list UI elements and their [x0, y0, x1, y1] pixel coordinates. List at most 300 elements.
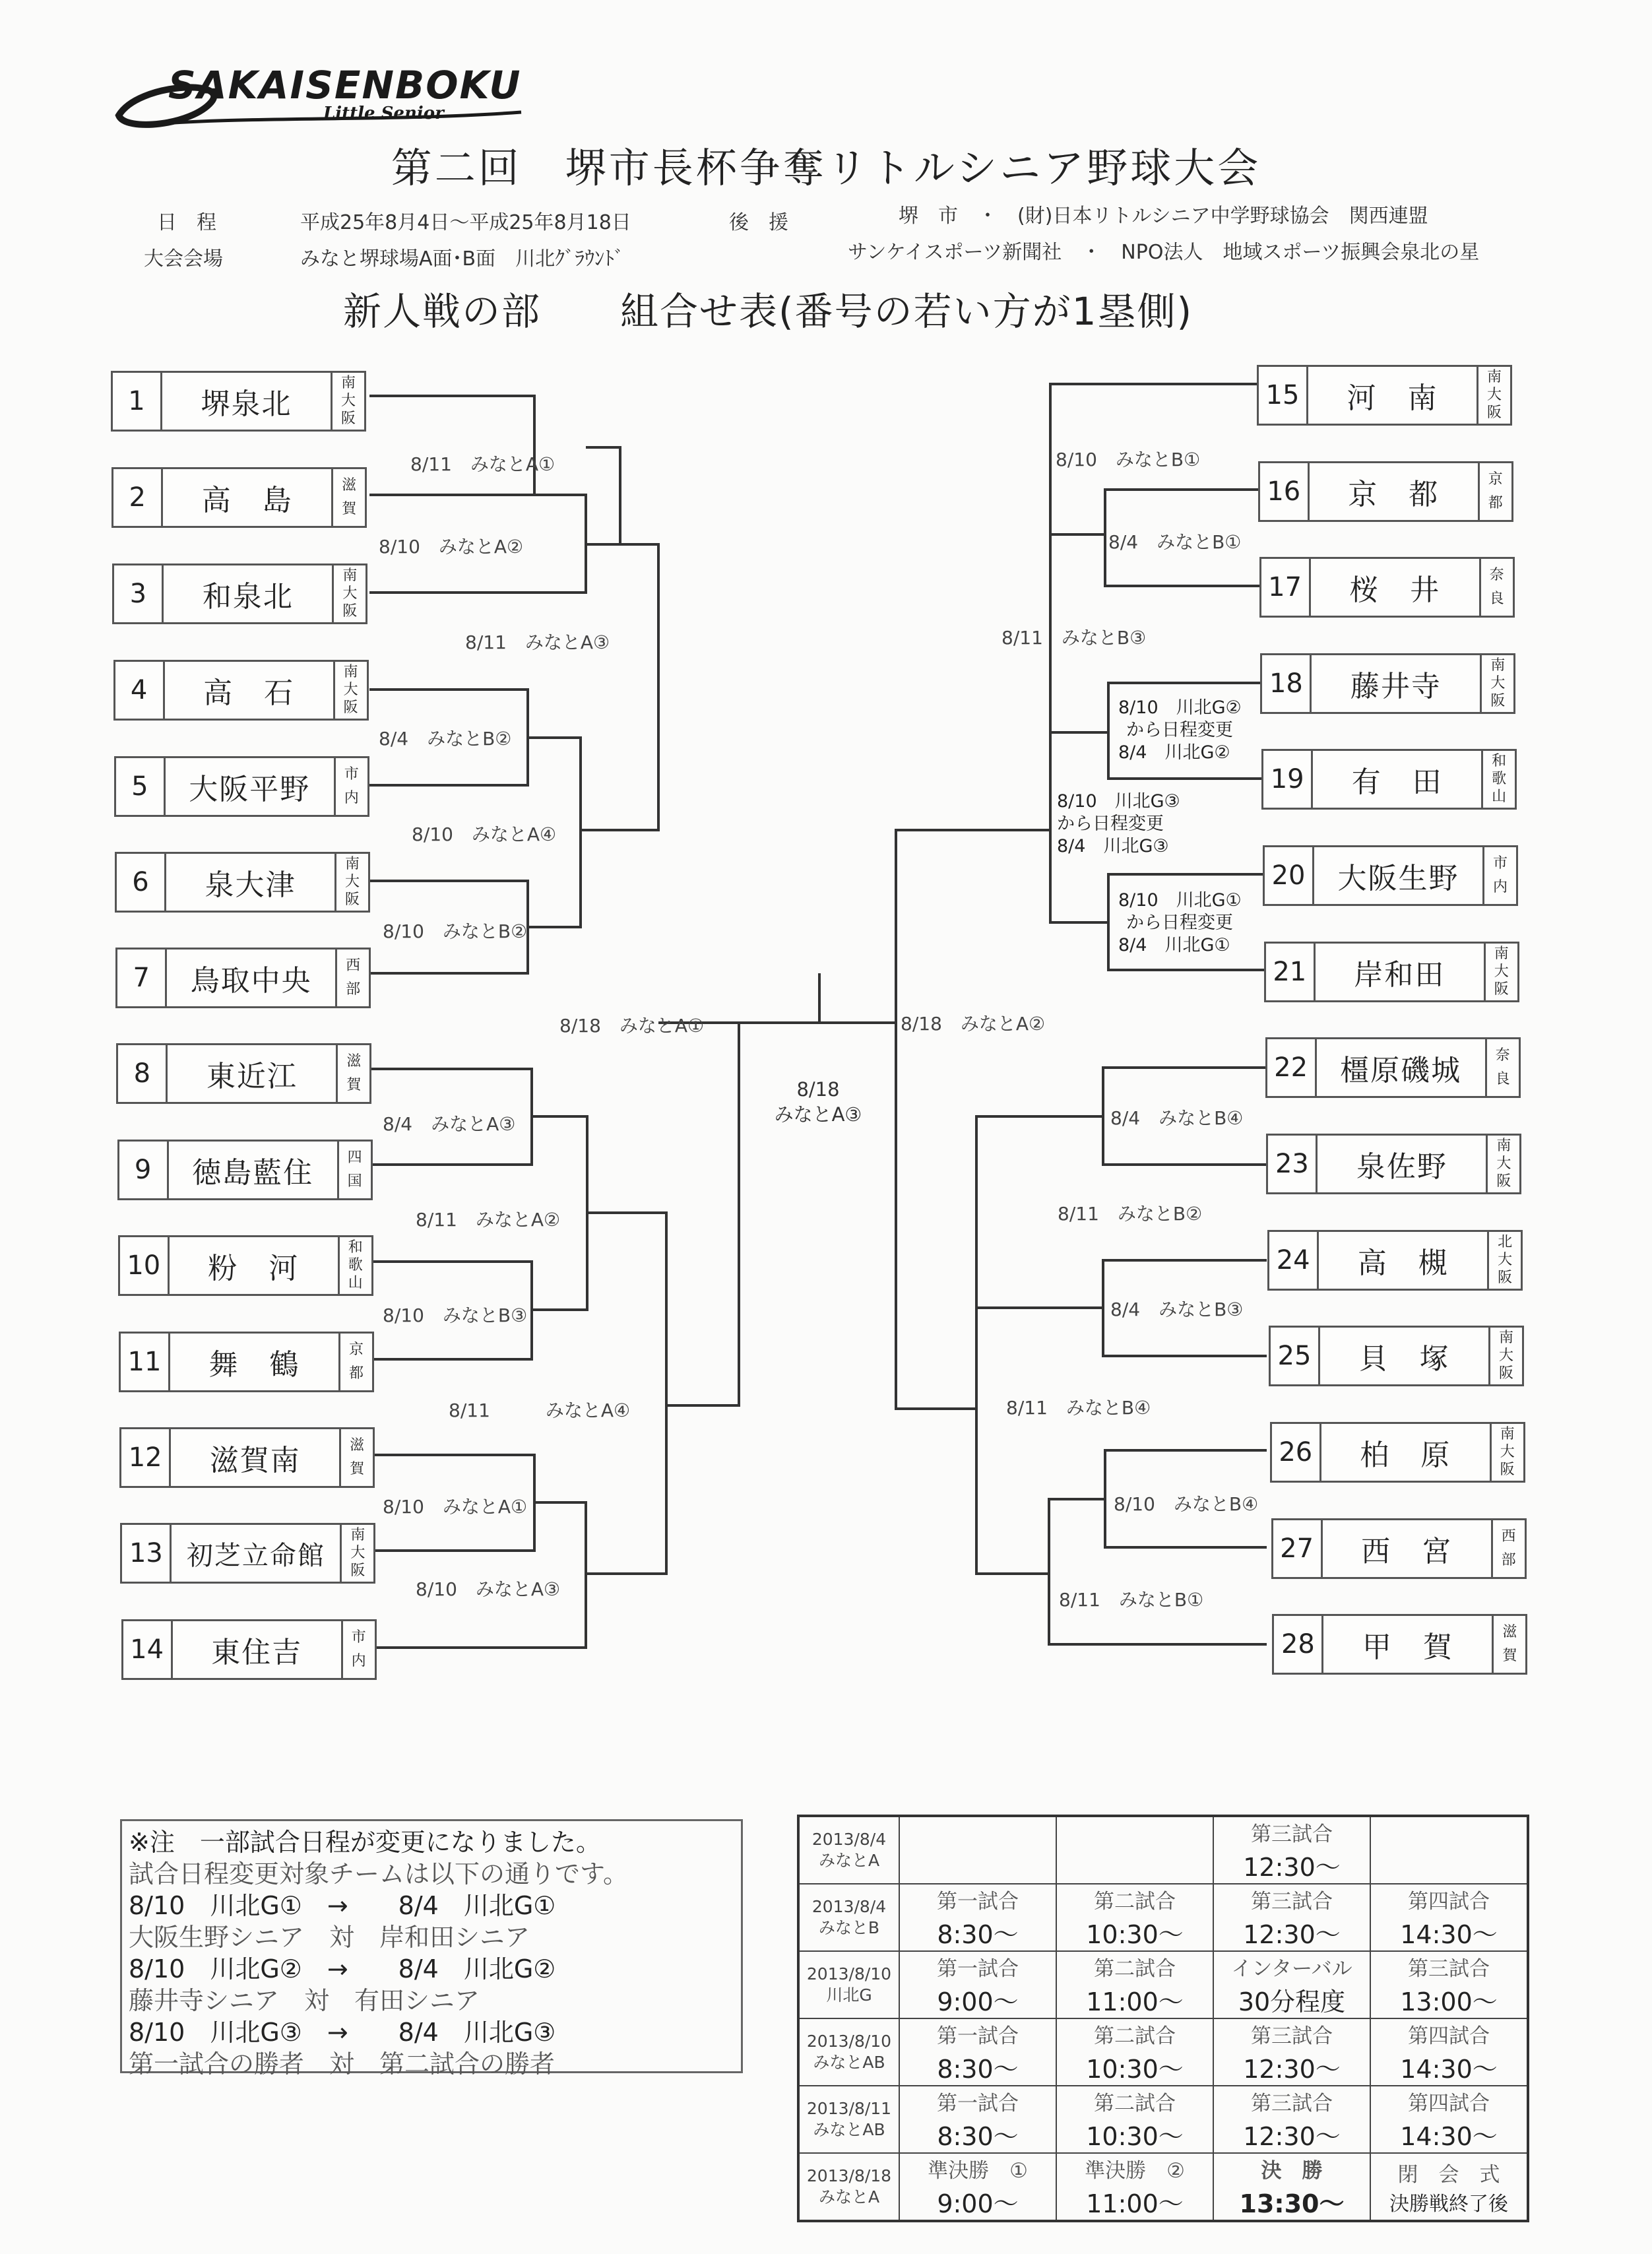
region-char: 歌 — [1492, 771, 1507, 787]
team-entry — [111, 467, 367, 528]
schedule-cell — [1370, 2086, 1528, 2153]
match-label: 8/18 みなとA② — [901, 1013, 1046, 1035]
team-name: 貝 塚 — [1358, 1342, 1450, 1376]
team-entry — [111, 371, 366, 432]
region-char: 大 — [1486, 387, 1502, 403]
team-number: 18 — [1262, 655, 1312, 712]
team-name: 高 槻 — [1357, 1246, 1449, 1280]
region-char: 山 — [1492, 789, 1507, 805]
region-char: 滋 — [1502, 1624, 1517, 1640]
team-name: 粉 河 — [208, 1252, 300, 1285]
schedule-game: 決 勝 — [1261, 2159, 1323, 2183]
team-number: 6 — [117, 854, 166, 911]
schedule-date-line: みなとB — [818, 1918, 880, 1937]
region-char: 大 — [1494, 963, 1509, 980]
schedule-game: 第一試合 — [937, 1890, 1019, 1914]
team-region — [1487, 1232, 1521, 1289]
region-char: 阪 — [343, 699, 358, 716]
team-number: 24 — [1269, 1232, 1319, 1289]
region-char: 大 — [1500, 1444, 1515, 1460]
schedule-cell — [1213, 2018, 1370, 2086]
region-char: 市 — [344, 766, 359, 783]
team-name: 柏 原 — [1360, 1438, 1451, 1472]
region-char: 南 — [1490, 657, 1506, 674]
match-label: 8/10 みなとA② — [379, 536, 524, 558]
team-name: 京 都 — [1348, 478, 1440, 511]
match-label: 8/4 みなとA③ — [383, 1113, 516, 1135]
team-number: 7 — [117, 950, 167, 1006]
changed-label-21: 8/10 川北G① から日程変更 8/4 川北G① — [1118, 890, 1242, 955]
team-region — [337, 1142, 371, 1198]
team-entry — [118, 1235, 373, 1296]
team-number: 25 — [1271, 1328, 1320, 1384]
team-number: 10 — [120, 1237, 170, 1294]
region-char: 西 — [346, 957, 361, 974]
region-char: 南 — [350, 1527, 365, 1543]
region-char: 阪 — [1490, 693, 1506, 709]
schedule-date-line: みなとA — [818, 1851, 880, 1870]
team-entry — [1271, 1518, 1527, 1579]
region-char: 大 — [344, 874, 360, 890]
region-char: 奈 — [1495, 1047, 1510, 1064]
schedule-cell — [1213, 1951, 1370, 2018]
team-name: 舞 鶴 — [208, 1348, 300, 1382]
venue-label: 大会会場 — [144, 247, 223, 271]
team-number: 19 — [1263, 751, 1313, 808]
match-label: 8/11 みなとB① — [1059, 1589, 1204, 1611]
schedule-time: 12:30～ — [1243, 1853, 1341, 1882]
team-name: 高 島 — [201, 484, 293, 517]
team-number: 28 — [1274, 1616, 1323, 1673]
schedule-time: 8:30～ — [937, 1920, 1019, 1949]
region-char: 賀 — [350, 1461, 365, 1477]
schedule-cell — [1213, 1816, 1370, 1884]
team-region — [341, 1621, 375, 1678]
team-number: 27 — [1273, 1520, 1323, 1577]
schedule-cell — [1213, 2153, 1370, 2221]
team-entry — [121, 1619, 377, 1680]
schedule-date — [798, 1884, 899, 1951]
schedule-date-line: 2013/8/4 — [811, 1897, 887, 1916]
region-char: 南 — [344, 856, 360, 872]
team-region — [333, 662, 367, 719]
match-label: 8/4 みなとB② — [379, 728, 512, 750]
schedule-time: 13:30～ — [1239, 2189, 1345, 2218]
region-char: 大 — [1496, 1155, 1511, 1172]
team-region — [1479, 559, 1513, 616]
team-number: 16 — [1260, 463, 1310, 520]
region-char: 南 — [1498, 1330, 1513, 1346]
team-number: 4 — [115, 662, 165, 719]
schedule-date — [798, 2086, 899, 2153]
region-char: 阪 — [344, 891, 360, 908]
team-name: 徳島藍住 — [192, 1156, 314, 1190]
schedule-time: 9:00～ — [937, 2189, 1019, 2218]
team-entry — [1267, 1230, 1523, 1291]
team-region — [340, 1525, 373, 1582]
schedule-game: 第一試合 — [937, 2024, 1019, 2048]
team-entry — [1260, 653, 1515, 714]
region-char: 阪 — [1500, 1462, 1515, 1478]
team-entry — [1259, 557, 1515, 618]
team-entry — [114, 756, 369, 817]
match-label: 8/11 みなとA④ — [449, 1400, 631, 1421]
team-entry — [1261, 749, 1517, 810]
region-char: 南 — [1496, 1138, 1511, 1154]
region-char: 滋 — [350, 1437, 365, 1454]
region-char: 国 — [347, 1173, 362, 1190]
schedule-row — [798, 1951, 1528, 2018]
schedule-time: 14:30～ — [1400, 1920, 1498, 1949]
page-title: 第二回 堺市長杯争奪リトルシニア野球大会 — [391, 144, 1261, 192]
region-char: 大 — [340, 393, 356, 409]
schedule-time: 14:30～ — [1400, 2122, 1498, 2151]
schedule-cell — [1056, 2086, 1213, 2153]
team-number: 23 — [1268, 1136, 1318, 1192]
team-region — [338, 1334, 372, 1390]
schedule-cell — [1056, 1884, 1213, 1951]
team-number: 3 — [114, 565, 164, 622]
changed-label-19: 8/10 川北G② から日程変更 8/4 川北G② — [1118, 697, 1242, 763]
match-label: 8/4 みなとB④ — [1110, 1107, 1244, 1129]
logo-text: SAKAISENBOKU — [168, 63, 522, 108]
bracket-subtitle: 新人戦の部 組合せ表(番号の若い方が1塁側) — [343, 289, 1193, 334]
match-label: 8/10 みなとB④ — [1114, 1493, 1259, 1515]
region-char: 都 — [1488, 495, 1503, 511]
match-label: 8/11 みなとA③ — [465, 631, 610, 653]
region-char: 奈 — [1489, 567, 1504, 583]
team-number: 1 — [113, 373, 162, 430]
sponsor-line1: 堺 市 ・ (財)日本リトルシニア中学野球協会 関西連盟 — [899, 205, 1428, 228]
team-number: 12 — [121, 1429, 171, 1486]
match-label: 8/10 みなとB① — [1056, 449, 1201, 470]
schedule-time: 11:00～ — [1086, 1987, 1184, 2016]
schedule-cell — [1056, 2153, 1213, 2221]
team-name: 有 田 — [1351, 765, 1443, 799]
schedule-date-line: 川北G — [826, 1985, 872, 2005]
sponsor-label: 後 援 — [729, 211, 788, 234]
schedule-cell — [1370, 1884, 1528, 1951]
team-entry — [1257, 365, 1512, 426]
schedule-game: インターバル — [1231, 1957, 1352, 1981]
team-name: 河 南 — [1347, 381, 1438, 415]
team-name: 東近江 — [206, 1060, 298, 1093]
schedule-cell — [1370, 2153, 1528, 2221]
note-line: 8/10 川北G② → 8/4 川北G② — [129, 1954, 556, 1983]
team-region — [1481, 751, 1515, 808]
team-entry — [1269, 1326, 1524, 1386]
schedule-date-line: 2013/8/10 — [806, 2032, 892, 2051]
region-char: 南 — [342, 567, 358, 584]
schedule-time: 12:30～ — [1243, 2055, 1341, 2084]
match-label: 8/4 みなとB① — [1108, 531, 1242, 553]
team-entry — [1265, 1037, 1521, 1098]
team-region — [1490, 1424, 1523, 1481]
schedule-game: 閉 会 式 — [1397, 2162, 1500, 2187]
region-char: 山 — [348, 1275, 363, 1291]
schedule-time: 10:30～ — [1086, 2055, 1184, 2084]
region-char: 大 — [1498, 1347, 1513, 1364]
team-region — [1491, 1520, 1525, 1577]
region-char: 四 — [347, 1149, 362, 1166]
team-entry — [113, 660, 369, 721]
match-label: 8/11 みなとB④ — [1006, 1397, 1151, 1419]
region-char: 良 — [1489, 591, 1504, 607]
region-char: 大 — [350, 1545, 365, 1561]
region-char: 阪 — [1494, 981, 1509, 998]
schedule-cell — [1370, 2018, 1528, 2086]
team-name: 西 宮 — [1361, 1535, 1453, 1568]
venue-value: みなと堺球場A面･B面 川北ｸﾞﾗｳﾝﾄﾞ — [300, 247, 625, 271]
team-region — [1482, 847, 1516, 904]
team-region — [339, 1429, 373, 1486]
region-char: 西 — [1501, 1528, 1516, 1545]
team-name: 初芝立命館 — [186, 1540, 325, 1571]
region-char: 阪 — [350, 1562, 365, 1579]
match-label: 8/11 みなとA① — [410, 453, 556, 475]
team-entry — [112, 564, 367, 624]
note-line: 藤井寺シニア 対 有田シニア — [129, 1986, 480, 2015]
schedule-cell — [1056, 1951, 1213, 2018]
team-entry — [116, 1043, 371, 1104]
region-char: 阪 — [1498, 1365, 1513, 1382]
team-entry — [115, 852, 370, 913]
team-name: 甲 賀 — [1362, 1630, 1453, 1664]
region-char: 南 — [343, 664, 358, 680]
schedule-date — [798, 1951, 899, 2018]
region-char: 阪 — [1496, 1173, 1511, 1190]
team-region — [1488, 1328, 1522, 1384]
team-entry — [115, 948, 371, 1008]
match-label: 8/18 みなとA① — [559, 1015, 705, 1037]
schedule-cell — [1056, 2018, 1213, 2086]
region-char: 南 — [1494, 946, 1509, 962]
match-label: 8/10 みなとA④ — [412, 823, 557, 845]
sponsor-line2: サンケイスポーツ新聞社 ・ NPO法人 地域スポーツ振興会泉北の星 — [848, 241, 1480, 264]
team-name: 和泉北 — [202, 580, 294, 614]
final-match-label: 8/18 みなとA③ — [774, 1078, 862, 1126]
team-name: 滋賀南 — [209, 1444, 301, 1477]
match-label: 8/4 みなとB③ — [1110, 1299, 1244, 1320]
region-char: 内 — [351, 1653, 366, 1669]
team-region — [334, 758, 367, 815]
region-char: 賀 — [1502, 1648, 1517, 1664]
schedule-date-line: 2013/8/18 — [806, 2166, 892, 2185]
region-char: 大 — [343, 682, 358, 698]
schedule-date — [798, 2153, 899, 2221]
note-line: 第一試合の勝者 対 第二試合の勝者 — [129, 2049, 556, 2078]
region-char: 阪 — [1498, 1270, 1513, 1286]
region-char: 歌 — [348, 1257, 363, 1273]
region-char: 阪 — [1486, 404, 1502, 421]
team-entry — [119, 1427, 375, 1488]
note-line: 8/10 川北G③ → 8/4 川北G③ — [129, 2018, 556, 2047]
team-region — [1478, 463, 1511, 520]
schedule-time: 13:00～ — [1400, 1987, 1498, 2016]
schedule-row — [798, 2153, 1528, 2221]
schedule-game: 準決勝 ② — [1085, 2159, 1185, 2183]
match-label: 8/11 みなとA② — [416, 1209, 561, 1231]
team-entry — [119, 1332, 374, 1392]
team-number: 9 — [119, 1142, 169, 1198]
region-char: 阪 — [342, 603, 358, 620]
schedule-game: 第二試合 — [1094, 2092, 1176, 2115]
schedule-time: 14:30～ — [1400, 2055, 1498, 2084]
team-region — [1486, 1136, 1519, 1192]
team-entry — [120, 1523, 375, 1584]
schedule-game: 第二試合 — [1094, 1890, 1176, 1914]
team-region — [1485, 1039, 1519, 1096]
region-char: 阪 — [340, 410, 356, 427]
team-number: 11 — [121, 1334, 170, 1390]
team-number: 17 — [1261, 559, 1311, 616]
schedule-time: 12:30～ — [1243, 1920, 1341, 1949]
team-region — [1480, 655, 1513, 712]
match-label: 8/11 みなとB③ — [1001, 627, 1147, 649]
team-number: 15 — [1259, 367, 1308, 424]
team-number: 8 — [118, 1045, 168, 1102]
region-char: 南 — [340, 375, 356, 391]
region-char: 内 — [344, 790, 359, 806]
schedule-row — [798, 2018, 1528, 2086]
schedule-time: 8:30～ — [937, 2055, 1019, 2084]
team-entry — [1270, 1422, 1525, 1483]
team-name: 泉大津 — [205, 868, 296, 902]
schedule-game: 第二試合 — [1094, 1957, 1176, 1981]
changed-label-20: 8/10 川北G③ から日程変更 8/4 川北G③ — [1057, 791, 1180, 856]
team-entry — [117, 1140, 373, 1200]
schedule-time: 8:30～ — [937, 2122, 1019, 2151]
logo-subtext: Little Senior — [323, 104, 444, 123]
schedule-value: 平成25年8月4日～平成25年8月18日 — [300, 211, 631, 234]
schedule-game: 第三試合 — [1251, 1890, 1333, 1914]
region-char: 市 — [1492, 855, 1508, 872]
team-name: 鳥取中央 — [190, 964, 312, 998]
schedule-cell — [899, 2086, 1056, 2153]
team-entry — [1264, 942, 1519, 1002]
schedule-cell — [899, 1884, 1056, 1951]
schedule-time: 決勝戦終了後 — [1389, 2192, 1508, 2216]
region-char: 大 — [342, 585, 358, 602]
team-name: 大阪平野 — [189, 773, 311, 806]
schedule-cell — [1370, 1816, 1528, 1884]
schedule-time: 11:00～ — [1086, 2189, 1184, 2218]
match-label: 8/10 みなとA① — [383, 1496, 528, 1518]
schedule-game: 第四試合 — [1408, 2024, 1490, 2048]
notes-box — [120, 1819, 743, 2078]
schedule-date-line: みなとAB — [813, 2053, 885, 2072]
schedule-game: 第三試合 — [1408, 1957, 1490, 1981]
schedule-game: 第三試合 — [1251, 2024, 1333, 2048]
team-number: 22 — [1267, 1039, 1317, 1096]
team-entry — [1263, 845, 1518, 906]
schedule-date-line: 2013/8/10 — [806, 1964, 892, 1983]
schedule-game: 第四試合 — [1408, 2092, 1490, 2115]
schedule-date-line: みなとA — [818, 2187, 880, 2206]
schedule-game: 第二試合 — [1094, 2024, 1176, 2048]
schedule-date-line: みなとAB — [813, 2120, 885, 2139]
schedule-cell — [899, 1816, 1056, 1884]
schedule-game: 第三試合 — [1251, 1822, 1333, 1846]
region-char: 滋 — [346, 1053, 362, 1070]
team-entry — [1258, 461, 1513, 522]
team-name: 大阪生野 — [1337, 862, 1459, 895]
region-char: 京 — [1488, 471, 1503, 488]
region-char: 良 — [1495, 1071, 1510, 1087]
schedule-row — [798, 2086, 1528, 2153]
team-number: 21 — [1266, 944, 1316, 1000]
team-number: 20 — [1265, 847, 1314, 904]
schedule-date-line: 2013/8/4 — [811, 1830, 887, 1849]
schedule-game: 第四試合 — [1408, 1890, 1490, 1914]
region-char: 北 — [1498, 1234, 1513, 1250]
match-label: 8/10 みなとA③ — [416, 1578, 561, 1600]
schedule-time: 9:00～ — [937, 1987, 1019, 2016]
match-label: 8/10 みなとB② — [383, 920, 528, 942]
team-name: 東住吉 — [211, 1636, 303, 1669]
region-char: 大 — [1490, 675, 1506, 692]
region-char: 南 — [1500, 1426, 1515, 1442]
note-line: 試合日程変更対象チームは以下の通りです。 — [129, 1859, 628, 1888]
schedule-game: 第一試合 — [937, 2092, 1019, 2115]
team-number: 26 — [1272, 1424, 1321, 1481]
region-char: 大 — [1498, 1252, 1513, 1268]
note-line: ※注 一部試合日程が変更になりました。 — [129, 1828, 601, 1857]
schedule-time: 10:30～ — [1086, 2122, 1184, 2151]
team-number: 5 — [116, 758, 166, 815]
team-number: 13 — [122, 1525, 172, 1582]
region-char: 部 — [346, 981, 361, 998]
team-number: 2 — [113, 469, 163, 526]
schedule-row — [798, 1884, 1528, 1951]
match-label: 8/10 みなとB③ — [383, 1304, 528, 1326]
schedule-cell — [1213, 1884, 1370, 1951]
team-name: 高 石 — [203, 676, 295, 710]
team-entry — [1272, 1614, 1527, 1675]
team-region — [335, 950, 369, 1006]
region-char: 京 — [348, 1341, 364, 1358]
match-label: 8/11 みなとB② — [1058, 1203, 1203, 1225]
region-char: 市 — [351, 1629, 366, 1646]
region-char: 内 — [1492, 879, 1508, 895]
region-char: 和 — [348, 1239, 363, 1256]
schedule-game: 準決勝 ① — [928, 2159, 1028, 2183]
team-region — [332, 565, 365, 622]
schedule-date — [798, 2018, 899, 2086]
team-region — [331, 373, 364, 430]
schedule-date — [798, 1816, 899, 1884]
team-number: 14 — [123, 1621, 173, 1678]
team-name: 桜 井 — [1349, 573, 1441, 607]
team-name: 岸和田 — [1354, 958, 1446, 992]
team-region — [338, 1237, 371, 1294]
region-char: 和 — [1492, 753, 1507, 769]
schedule-cell — [899, 2153, 1056, 2221]
team-region — [1477, 367, 1510, 424]
region-char: 賀 — [342, 501, 357, 517]
schedule-cell — [1213, 2086, 1370, 2153]
schedule-game: 第三試合 — [1251, 2092, 1333, 2115]
schedule-time: 30分程度 — [1238, 1987, 1346, 2016]
schedule-game: 第一試合 — [937, 1957, 1019, 1981]
schedule-table — [797, 1815, 1529, 2222]
region-char: 賀 — [346, 1077, 362, 1093]
region-char: 滋 — [342, 477, 357, 494]
team-region — [331, 469, 365, 526]
team-region — [334, 854, 368, 911]
schedule-time: 10:30～ — [1086, 1920, 1184, 1949]
team-region — [1492, 1616, 1525, 1673]
